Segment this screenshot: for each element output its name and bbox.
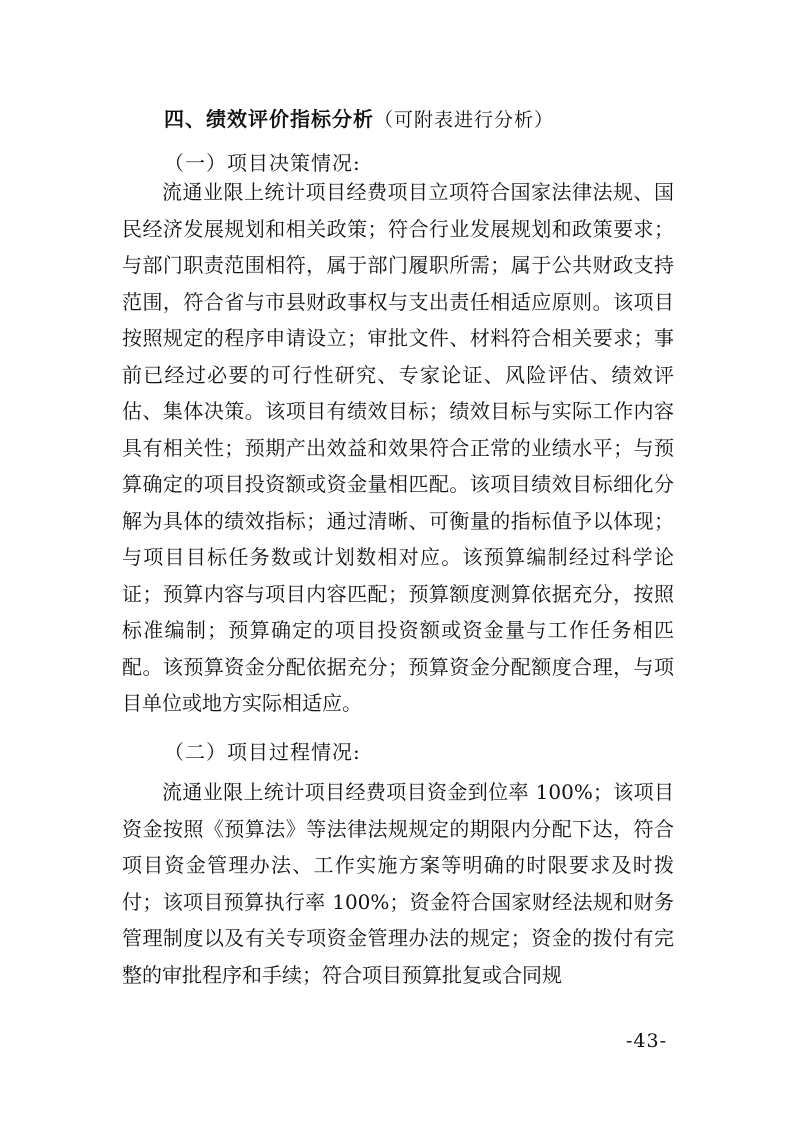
- subsection-heading-decision: （一）项目决策情况:: [164, 151, 361, 175]
- subsection-heading-process: （二）项目过程情况:: [164, 740, 361, 764]
- paragraph-decision: 流通业限上统计项目经费项目立项符合国家法律法规、国民经济发展规划和相关政策；符合行业发展规划和政策要求；与部门职责范围相符，属于部门履职所需；属于公共财政支持范围，符合省与市县财政事权与支出责任相适应原则。该项目按照规定的程序申请设立；审批文件、材料符合相关要求；事前已经过必要的可行性研究、专家论证、风险评估、绩效评估、集体决策。该项目有绩效目标；绩效目标与实际工作内容具有相关性；预期产出效益和效果符合正常的业绩水平；与预算确定的项目投资额或资金量相匹配。该项目绩效目标细化分解为具体的绩效指标；通过清晰、可衡量的指标值予以体现；与项目目标任务数或计划数相对应。该预算编制经过科学论证；预算内容与项目内容匹配；预算额度测算依据充分，按照标准编制；预算确定的项目投资额或资金量与工作任务相匹配。该预算资金分配依据充分；预算资金分配额度合理，与项目单位或地方实际相适应。: [122, 180, 674, 715]
- page-number: -43-: [626, 1030, 668, 1052]
- paragraph-process: 流通业限上统计项目经费项目资金到位率 100%；该项目资金按照《预算法》等法律法规规定的期限内分配下达，符合项目资金管理办法、工作实施方案等明确的时限要求及时拨付；该项目预算执行率 100%；资金符合国家财经法规和财务管理制度以及有关专项资金管理办法的规定；资金的拨付有完整的审批程序和手续；符合项目预算批复或合同规: [122, 780, 674, 987]
- section-note: （可附表进行分析）: [374, 109, 555, 131]
- section-title: 四、绩效评价指标分析: [164, 107, 374, 131]
- section-heading: [164, 103, 554, 132]
